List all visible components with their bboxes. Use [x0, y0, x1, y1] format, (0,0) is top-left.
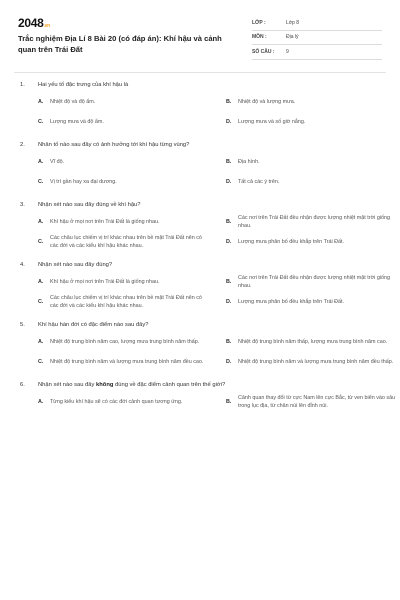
meta-value: Địa lý — [286, 34, 299, 41]
option-letter: C. — [38, 359, 44, 365]
option-a[interactable] — [38, 92, 210, 112]
option-b[interactable] — [226, 152, 398, 172]
meta-row-count — [252, 45, 382, 60]
question-stem — [38, 261, 112, 269]
stem-text-after: đúng về đặc điểm cảnh quan trên thế giới? — [113, 382, 226, 388]
question-text — [20, 198, 380, 212]
stem-text: Nhận xét nào sau đây — [38, 382, 97, 388]
option-text: Từng kiểu khí hậu sẽ có các đới cảnh quan tương ứng. — [50, 399, 183, 405]
meta-key: LỚP : — [252, 19, 266, 26]
option-letter: D. — [226, 119, 232, 125]
option-text: Khí hậu ở mọi nơi trên Trái Đất là giống nhau. — [50, 279, 160, 285]
option-text: Nhiệt độ trung bình năm thấp, lượng mưa trung bình năm cao. — [238, 339, 388, 345]
question-stem — [38, 141, 189, 149]
stem-text: Khí hậu hàn đới có đặc điểm nào sau đây? — [38, 322, 149, 328]
question-text — [20, 78, 380, 92]
option-d[interactable] — [226, 172, 398, 192]
logo-main: 2048 — [18, 16, 44, 30]
question-text — [20, 258, 380, 272]
stem-text: Hai yếu tố đặc trưng của khí hậu là — [38, 82, 129, 88]
document-header — [14, 10, 386, 68]
logo-suffix: .vn — [43, 23, 50, 29]
option-letter: B. — [226, 219, 232, 225]
option-b[interactable] — [226, 332, 398, 352]
option-d[interactable] — [226, 352, 398, 372]
option-letter: D. — [226, 179, 232, 185]
option-text: Địa hình. — [238, 159, 260, 165]
option-b[interactable] — [226, 392, 398, 412]
option-text: Lượng mưa phân bố đều khắp trên Trái Đất. — [238, 239, 345, 245]
option-letter: A. — [38, 99, 44, 105]
option-a[interactable] — [38, 152, 210, 172]
option-letter: D. — [226, 359, 232, 365]
option-letter: B. — [226, 99, 232, 105]
option-text: Vị trí gần hay xa đại dương. — [50, 179, 117, 185]
meta-row-subject — [252, 31, 382, 46]
option-text: Cảnh quan thay đổi từ cực Nam lên cực Bắc, từ ven biển vào sâu trong lục địa, từ chân núi lên đỉnh núi. — [238, 395, 396, 409]
stem-bold: không — [96, 382, 114, 388]
option-grid — [20, 272, 391, 312]
option-text: Các châu lục chiếm vị trí khác nhau trên bề mặt Trái Đất nên có các đới và các kiểu khí hậu khác nhau. — [50, 235, 202, 249]
option-text: Các nơi trên Trái Đất đều nhận được lượng nhiệt mặt trời giống nhau. — [238, 215, 391, 229]
meta-value: 9 — [286, 48, 289, 55]
option-text: Lượng mưa phân bố đều khắp trên Trái Đất. — [238, 299, 345, 305]
option-c[interactable] — [38, 232, 210, 252]
option-a[interactable] — [38, 332, 210, 352]
question-5 — [20, 318, 394, 372]
document-title: Trắc nghiệm Địa Lí 8 Bài 20 (có đáp án): Khí hậu và cảnh quan trên Trái Đất — [18, 34, 222, 54]
option-text: Khí hậu ở mọi nơi trên Trái Đất là giống nhau. — [50, 219, 160, 225]
option-d[interactable] — [226, 292, 398, 312]
option-letter: B. — [226, 159, 232, 165]
question-number: 3. — [20, 202, 25, 208]
option-letter: C. — [38, 119, 44, 125]
stem-text: Nhận xét nào sau đây đúng? — [38, 262, 113, 268]
site-logo[interactable] — [18, 16, 50, 30]
question-4 — [20, 258, 391, 312]
option-letter: B. — [226, 279, 232, 285]
question-3 — [20, 198, 391, 252]
option-grid — [20, 392, 396, 412]
stem-text: Nhận xét nào sau đây đúng về khí hậu? — [38, 202, 141, 208]
option-letter: B. — [226, 339, 232, 345]
option-text: Vĩ độ. — [50, 159, 65, 165]
option-a[interactable] — [38, 212, 210, 232]
option-letter: C. — [38, 179, 44, 185]
option-c[interactable] — [38, 352, 210, 372]
question-number: 5. — [20, 322, 25, 328]
option-grid — [20, 332, 394, 372]
option-letter: A. — [38, 279, 44, 285]
option-text: Nhiệt độ trung bình năm và lượng mưa trung bình năm đều thấp. — [238, 359, 394, 365]
option-text: Nhiệt độ trung bình năm cao, lượng mưa trung bình năm thấp. — [50, 339, 200, 345]
option-letter: A. — [38, 159, 44, 165]
option-c[interactable] — [38, 172, 210, 192]
option-text: Lượng mưa và độ ẩm. — [50, 119, 104, 125]
question-number: 4. — [20, 262, 25, 268]
question-6 — [20, 378, 396, 412]
option-b[interactable] — [226, 92, 398, 112]
question-1 — [20, 78, 380, 132]
question-stem — [38, 381, 225, 389]
option-b[interactable] — [226, 212, 398, 232]
option-d[interactable] — [226, 112, 398, 132]
meta-row-class — [252, 16, 382, 31]
option-d[interactable] — [226, 232, 398, 252]
option-letter: D. — [226, 299, 232, 305]
header-divider — [14, 72, 386, 73]
question-stem — [38, 201, 141, 209]
question-number: 1. — [20, 82, 25, 88]
question-number: 6. — [20, 382, 25, 388]
meta-value: Lớp 8 — [286, 19, 300, 26]
question-2 — [20, 138, 380, 192]
question-stem — [38, 321, 148, 329]
question-stem — [38, 81, 128, 89]
meta-key: MÔN : — [252, 34, 267, 41]
option-b[interactable] — [226, 272, 398, 292]
option-letter: D. — [226, 239, 232, 245]
meta-key: SỐ CÂU : — [252, 48, 275, 55]
option-a[interactable] — [38, 392, 210, 412]
option-letter: A. — [38, 219, 44, 225]
option-text: Nhiệt độ và độ ẩm. — [50, 99, 96, 105]
option-text: Lượng mưa và số giờ nắng. — [238, 119, 306, 125]
option-text: Các nơi trên Trái Đất đều nhận được lượng nhiệt mặt trời giống nhau. — [238, 275, 391, 289]
option-grid — [20, 212, 391, 252]
question-text — [20, 138, 380, 152]
option-letter: A. — [38, 399, 44, 405]
option-a[interactable] — [38, 272, 210, 292]
question-number: 2. — [20, 142, 25, 148]
option-letter: B. — [226, 399, 232, 405]
option-text: Nhiệt độ và lượng mưa. — [238, 99, 296, 105]
option-c[interactable] — [38, 112, 210, 132]
meta-table — [252, 16, 382, 60]
stem-text: Nhân tố nào sau đây có ảnh hưởng tới khí hậu từng vùng? — [38, 142, 190, 148]
question-text — [20, 378, 380, 392]
option-text: Nhiệt độ trung bình năm và lượng mưa trung bình năm đều cao. — [50, 359, 204, 365]
option-letter: C. — [38, 299, 44, 305]
question-text — [20, 318, 380, 332]
option-c[interactable] — [38, 292, 210, 312]
question-list — [20, 78, 396, 418]
option-letter: A. — [38, 339, 44, 345]
option-text: Tất cả các ý trên. — [238, 179, 280, 185]
option-grid — [20, 92, 380, 132]
option-grid — [20, 152, 380, 192]
option-text: Các châu lục chiếm vị trí khác nhau trên bề mặt Trái Đất nên có các đới và các kiểu khí hậu khác nhau. — [50, 295, 202, 309]
option-letter: C. — [38, 239, 44, 245]
